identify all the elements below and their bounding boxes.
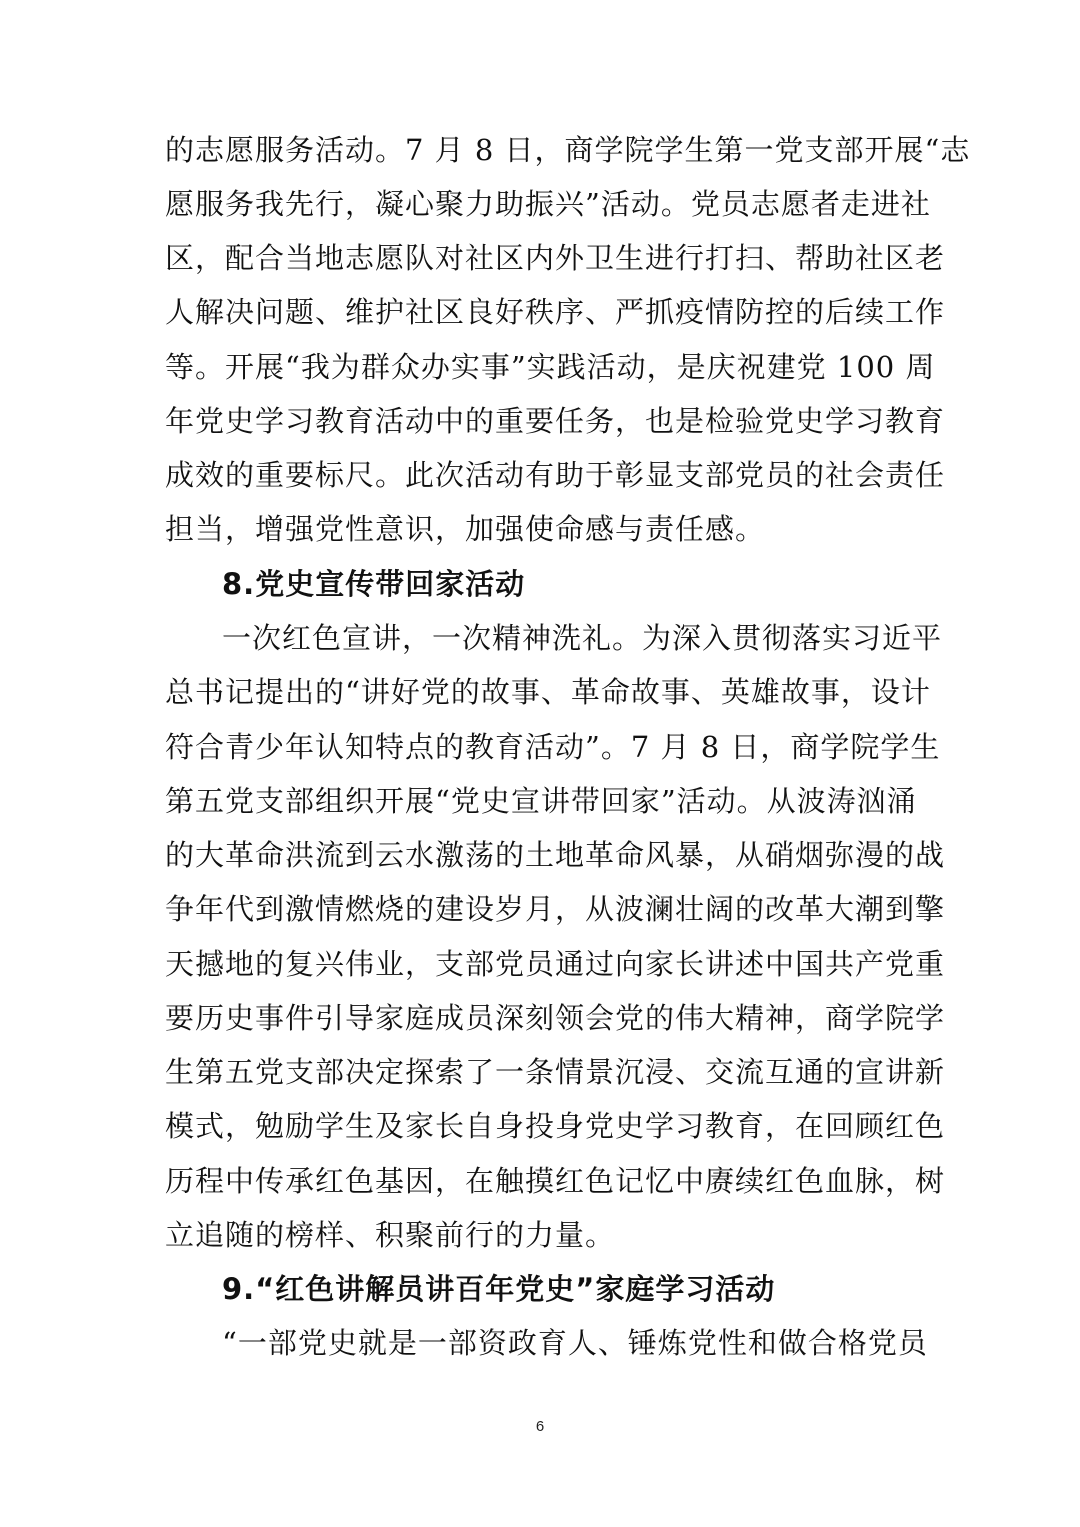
paragraph-2-line-11: 历程中传承红色基因，在触摸红色记忆中赓续红色血脉，树 (165, 1164, 946, 1198)
paragraph-1-line-8: 担当，增强党性意识，加强使命感与责任感。 (165, 512, 766, 546)
paragraph-1-line-6: 年党史学习教育活动中的重要任务，也是检验党史学习教育 (165, 404, 946, 438)
paragraph-1-line-3: 区，配合当地志愿队对社区内外卫生进行打扫、帮助社区老 (165, 241, 946, 275)
paragraph-2-line-7: 天撼地的复兴伟业，支部党员通过向家长讲述中国共产党重 (165, 947, 946, 981)
paragraph-1-line-4: 人解决问题、维护社区良好秩序、严抓疫情防控的后续工作 (165, 295, 946, 329)
paragraph-2-line-2: 总书记提出的“讲好党的故事、革命故事、英雄故事，设计 (165, 675, 931, 709)
paragraph-1-line-2: 愿服务我先行，凝心聚力助振兴”活动。党员志愿者走进社 (165, 187, 931, 221)
section-heading-9: 9.“红色讲解员讲百年党史”家庭学习活动 (222, 1272, 776, 1306)
paragraph-3-line-1: “一部党史就是一部资政育人、锤炼党性和做合格党员 (222, 1326, 928, 1360)
paragraph-2-line-9: 生第五党支部决定探索了一条情景沉浸、交流互通的宣讲新 (165, 1055, 946, 1089)
section-heading-8: 8.党史宣传带回家活动 (222, 567, 526, 601)
paragraph-2-line-6: 争年代到激情燃烧的建设岁月，从波澜壮阔的改革大潮到擎 (165, 892, 946, 926)
paragraph-2-line-3: 符合青少年认知特点的教育活动”。7 月 8 日，商学院学生 (165, 730, 941, 764)
paragraph-2-line-1: 一次红色宣讲，一次精神洗礼。为深入贯彻落实习近平 (222, 621, 943, 655)
paragraph-1-line-7: 成效的重要标尺。此次活动有助于彰显支部党员的社会责任 (165, 458, 946, 492)
paragraph-1-line-1: 的志愿服务活动。7 月 8 日，商学院学生第一党支部开展“志 (165, 133, 971, 167)
paragraph-2-line-12: 立追随的榜样、积聚前行的力量。 (165, 1218, 616, 1252)
paragraph-2-line-4: 第五党支部组织开展“党史宣讲带回家”活动。从波涛汹涌 (165, 784, 917, 818)
paragraph-1-line-5: 等。开展“我为群众办实事”实践活动，是庆祝建党 100 周 (165, 350, 936, 384)
paragraph-2-line-10: 模式，勉励学生及家长自身投身党史学习教育，在回顾红色 (165, 1109, 946, 1143)
paragraph-2-line-8: 要历史事件引导家庭成员深刻领会党的伟大精神，商学院学 (165, 1001, 946, 1035)
page-number: 6 (535, 1418, 545, 1435)
paragraph-2-line-5: 的大革命洪流到云水激荡的土地革命风暴，从硝烟弥漫的战 (165, 838, 946, 872)
